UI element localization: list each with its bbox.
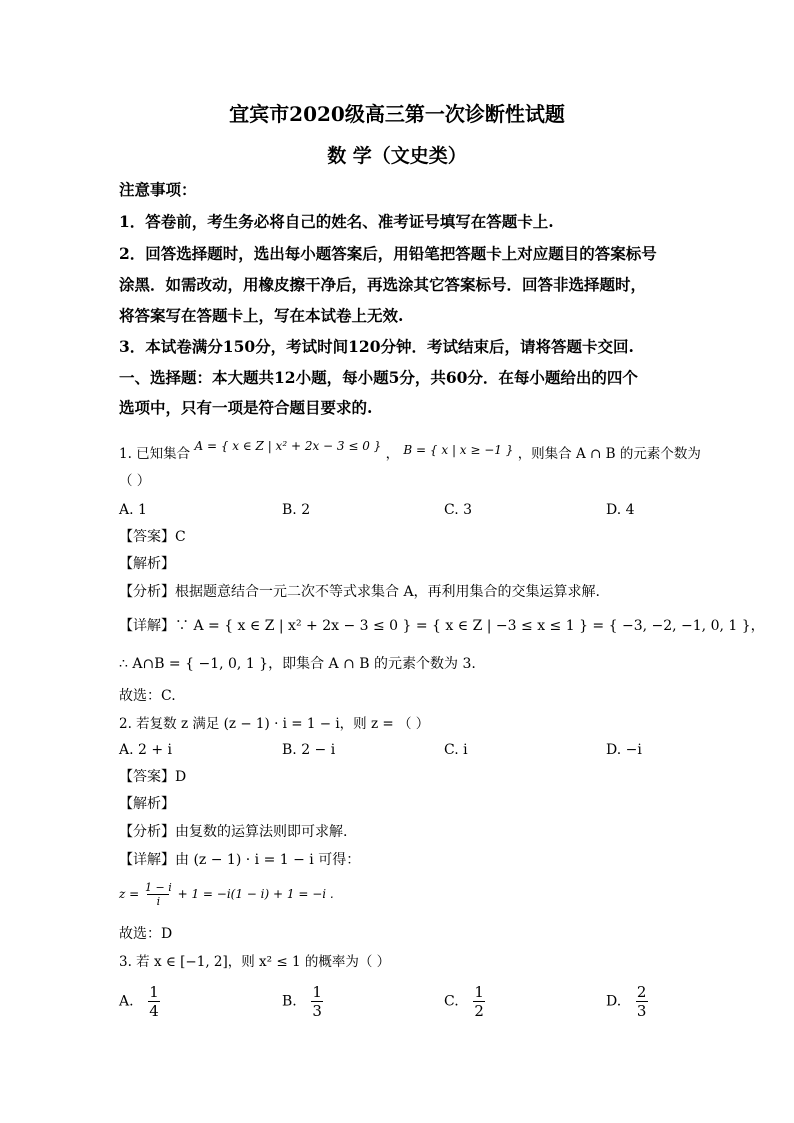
- q3-option-a[interactable]: [119, 983, 160, 1020]
- q2-detail: 【详解】由 (z − 1) · i = 1 − i 可得：: [119, 852, 361, 868]
- q1-analysis: 【解析】: [119, 556, 175, 572]
- q2-fenxi: 【分析】由复数的运算法则即可求解.: [119, 824, 348, 840]
- q2-formula-fraction: [145, 881, 172, 908]
- q2-option-d[interactable]: D. −i: [606, 742, 642, 758]
- q1-suffix: ，则集合 A ∩ B 的元素个数为: [517, 446, 701, 462]
- section-heading-line-1: 一、选择题：本大题共12小题，每小题5分，共60分．在每小题给出的四个: [119, 368, 638, 387]
- notes-item-3: 3．本试卷满分150分，考试时间120分钟．考试结束后，请将答题卡交回.: [119, 337, 634, 356]
- q1-separator: ，: [385, 446, 400, 462]
- q2-answer: 【答案】D: [119, 769, 187, 785]
- q3-option-b[interactable]: [282, 983, 323, 1020]
- q3-option-c[interactable]: [444, 983, 485, 1020]
- q1-set-b: B = { x | x ≥ −1 }: [403, 443, 514, 457]
- q2-formula-right: + 1 = −i(1 − i) + 1 = −i .: [177, 887, 334, 901]
- q1-option-c[interactable]: C. 3: [444, 502, 473, 518]
- q3-option-d-label: D.: [606, 993, 622, 1010]
- section-heading-line-2: 选项中，只有一项是符合题目要求的.: [119, 398, 373, 417]
- q1-option-a[interactable]: A. 1: [119, 502, 147, 518]
- q1-fenxi: 【分析】根据题意结合一元二次不等式求集合 A，再利用集合的交集运算求解.: [119, 584, 601, 600]
- q1-set-a: A = { x ∈ Z | x² + 2x − 3 ≤ 0 }: [194, 439, 382, 453]
- notes-item-2-line-2: 涂黑．如需改动，用橡皮擦干净后，再选涂其它答案标号．回答非选择题时，: [119, 275, 647, 294]
- denominator: 3: [636, 1002, 647, 1020]
- notes-heading: 注意事项：: [119, 180, 197, 199]
- q3-option-a-fraction: [148, 983, 160, 1020]
- numerator: 1: [474, 983, 484, 1001]
- notes-item-2-line-3: 将答案写在答题卡上，写在本试卷上无效.: [119, 306, 404, 325]
- q1-paren: （ ）: [119, 473, 151, 489]
- q2-formula-denominator: i: [156, 895, 161, 908]
- numerator: 2: [636, 983, 647, 1001]
- denominator: 2: [474, 1002, 484, 1020]
- q3-option-d[interactable]: [606, 983, 648, 1020]
- q1-answer: 【答案】C: [119, 529, 186, 545]
- q2-formula-numerator: 1 − i: [145, 881, 172, 894]
- notes-item-2-line-1: 2．回答选择题时，选出每小题答案后，用铅笔把答题卡上对应题目的答案标号: [119, 244, 657, 263]
- q3-option-c-label: C.: [444, 993, 459, 1010]
- q1-detail-2: ∴ A∩B = { −1, 0, 1 }，即集合 A ∩ B 的元素个数为 3.: [119, 656, 476, 672]
- notes-item-1: 1．答卷前，考生务必将自己的姓名、准考证号填写在答题卡上.: [119, 212, 554, 231]
- numerator: 1: [312, 983, 322, 1001]
- question-3-stem: 3. 若 x ∈ [−1, 2]，则 x² ≤ 1 的概率为（ ）: [119, 954, 391, 970]
- q1-prefix: 1. 已知集合: [119, 446, 191, 462]
- q1-option-d[interactable]: D. 4: [606, 502, 635, 518]
- q3-option-b-fraction: [311, 983, 323, 1020]
- q1-option-b[interactable]: B. 2: [282, 502, 311, 518]
- q2-choose: 故选：D: [119, 926, 173, 942]
- q1-detail: 【详解】∵ A = { x ∈ Z | x² + 2x − 3 ≤ 0 } = { x ∈ Z | −3 ≤ x ≤ 1 } = { −3, −2, −1, 0, 1 }，: [119, 618, 765, 634]
- q3-option-c-fraction: [473, 983, 485, 1020]
- q2-formula-left: z =: [119, 887, 140, 901]
- q2-option-b[interactable]: B. 2 − i: [282, 742, 336, 758]
- exam-subtitle: 数 学（文史类）: [327, 145, 467, 167]
- q2-option-a[interactable]: A. 2 + i: [119, 742, 173, 758]
- question-1-stem: [119, 439, 701, 464]
- denominator: 4: [149, 1002, 159, 1020]
- numerator: 1: [149, 983, 159, 1001]
- q2-option-c[interactable]: C. i: [444, 742, 468, 758]
- q3-option-a-label: A.: [119, 993, 134, 1010]
- denominator: 3: [312, 1002, 322, 1020]
- q2-analysis: 【解析】: [119, 796, 175, 812]
- question-2-stem: 2. 若复数 z 满足 (z − 1) · i = 1 − i，则 z = （ ）: [119, 716, 430, 732]
- q3-option-b-label: B.: [282, 993, 297, 1010]
- q1-choose: 故选：C.: [119, 688, 176, 704]
- q2-formula: [119, 880, 334, 908]
- q3-option-d-fraction: [636, 983, 648, 1020]
- exam-title: 宜宾市2020级高三第一次诊断性试题: [229, 102, 565, 126]
